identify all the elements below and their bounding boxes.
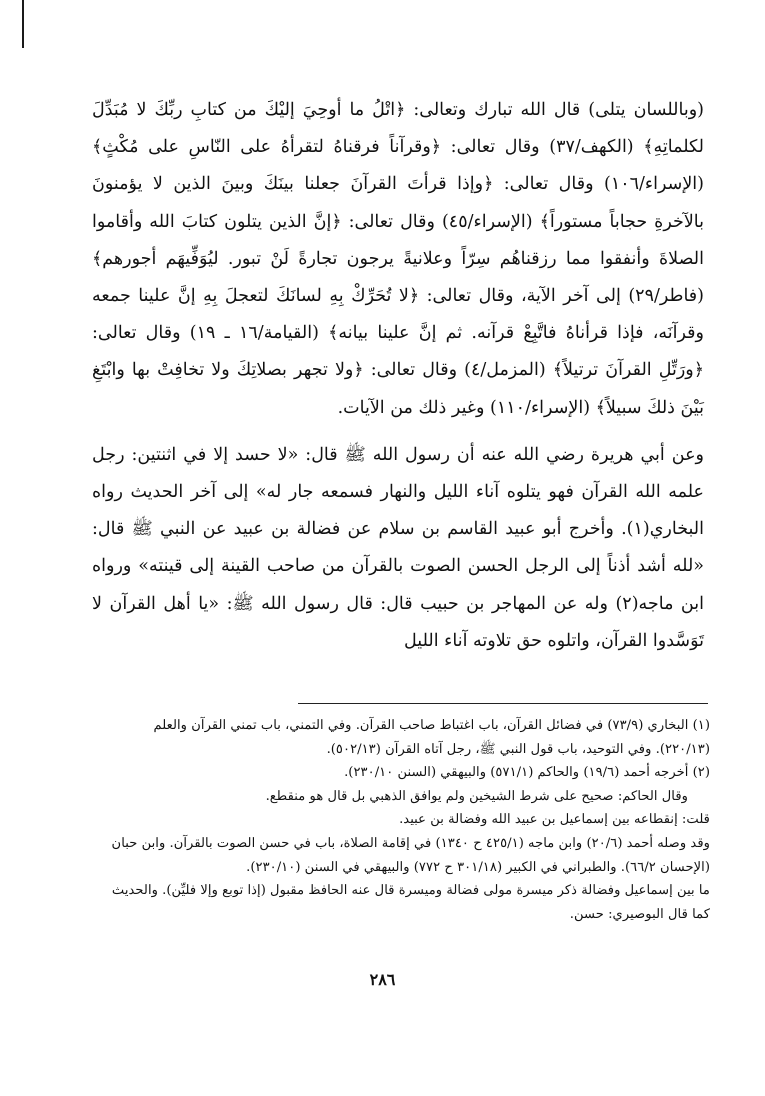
page-number: ٢٨٦: [369, 970, 396, 989]
footnote-2-connection: وقد وصله أحمد (٢٠/٦) وابن ماجه (٤٢٥/١ ح ١٣٤٠) في إقامة الصلاة، باب في حسن الصوت بالقرآن. وابن حبان (الإحسان ٦٦/٢). والطبراني في الكبير (٣٠١/١٨ ح ٧٧٢) والبيهقي في السنن (٢٣٠/١٠).: [111, 835, 710, 875]
margin-rule: [22, 0, 24, 48]
footnote-2: (٢) أخرجه أحمد (١٩/٦) والحاكم (٥٧١/١) والبيهقي (السنن ٢٣٠/١٠).: [344, 765, 710, 781]
footnotes: [98, 714, 710, 926]
footnote-1: (١) البخاري (٧٣/٩) في فضائل القرآن، باب اغتباط صاحب القرآن. وفي التمني، باب تمني القرآن والعلم (٢٢٠/١٣). وفي التوحيد، باب قول النبي ﷺ، رجل آتاه القرآن (٥٠٢/١٣).: [153, 718, 710, 757]
paragraph-verses: (وباللسان يتلى) قال الله تبارك وتعالى: ﴿اتْلُ ما أوحِيَ إليْكَ من كتابِ ربِّكَ لا مُبَدِّلَ لكلماتِهِ﴾ (الكهف/٣٧) وقال تعالى: ﴿وقرآناً فرقناهُ لتقرأهُ على النّاسِ على مُكْثٍ﴾ (الإسراء/١٠٦) وقال تعالى: ﴿وإذا قرأتَ القرآنَ جعلنا بينَكَ وبينَ الذين لا يؤمنونَ بالآخرةِ حجاباً مستوراً﴾ (الإسراء/٤٥) وقال تعالى: ﴿إنَّ الذين يتلون كتابَ الله وأقاموا الصلاةَ وأنفقوا مما رزقناهُم سِرّاً وعلانيةً يرجون تجارةً لَنْ تبور. ليُوَفِّيهَم أجورهم﴾ (فاطر/٢٩) إلى آخر الآية، وقال تعالى: ﴿لا تُحَرِّكْ بِهِ لسانَكَ لتعجلَ بِهِ إنَّ علينا جمعه وقرآنَه، فإذا قرأناهُ فاتَّبِعْ قرآنه. ثم إنَّ علينا بيانه﴾ (القيامة/١٦ ـ ١٩) وقال تعالى: ﴿ورَتِّلِ القرآنَ ترتيلاً﴾ (المزمل/٤) وقال تعالى: ﴿ولا تجهر بصلاتِكَ ولا تخافِتْ بها وابْتَغِ بَيْنَ ذلكَ سبيلاً﴾ (الإسراء/١١٠) وغير ذلك من الآيات.: [92, 100, 705, 418]
footnote-divider: [298, 703, 708, 704]
footnote-2-hakim: وقال الحاكم: صحيح على شرط الشيخين ولم يوافق الذهبي بل قال هو منقطع.: [265, 788, 688, 804]
main-text: [92, 92, 704, 660]
paragraph-hadith: وعن أبي هريرة رضي الله عنه أن رسول الله ﷺ قال: «لا حسد إلا في اثنتين: رجل علمه الله القرآن فهو يتلوه آناء الليل والنهار فسمعه جار له» إلى آخر الحديث رواه البخاري(١). وأخرج أبو عبيد القاسم بن سلام عن فضالة بن عبيد عن النبي ﷺ قال: «لله أشد أذناً إلى الرجل الحسن الصوت بالقرآن من صاحب القينة إلى قينته» ورواه ابن ماجه(٢) وله عن المهاجر بن حبيب قال: قال رسول الله ﷺ: «يا أهل القرآن لا تَوَسَّدوا القرآن، واتلوه حق تلاوته آناء الليل: [92, 444, 704, 651]
footnote-2-grading: ما بين إسماعيل وفضالة ذكر ميسرة مولى فضالة وميسرة قال عنه الحافظ مقبول (إذا توبع وإلا فليِّن). والحديث كما قال البوصيري: حسن.: [111, 883, 710, 922]
footnote-2-note: قلت: إنقطاعه بين إسماعيل بن عبيد الله وفضالة بن عبيد.: [399, 812, 710, 828]
